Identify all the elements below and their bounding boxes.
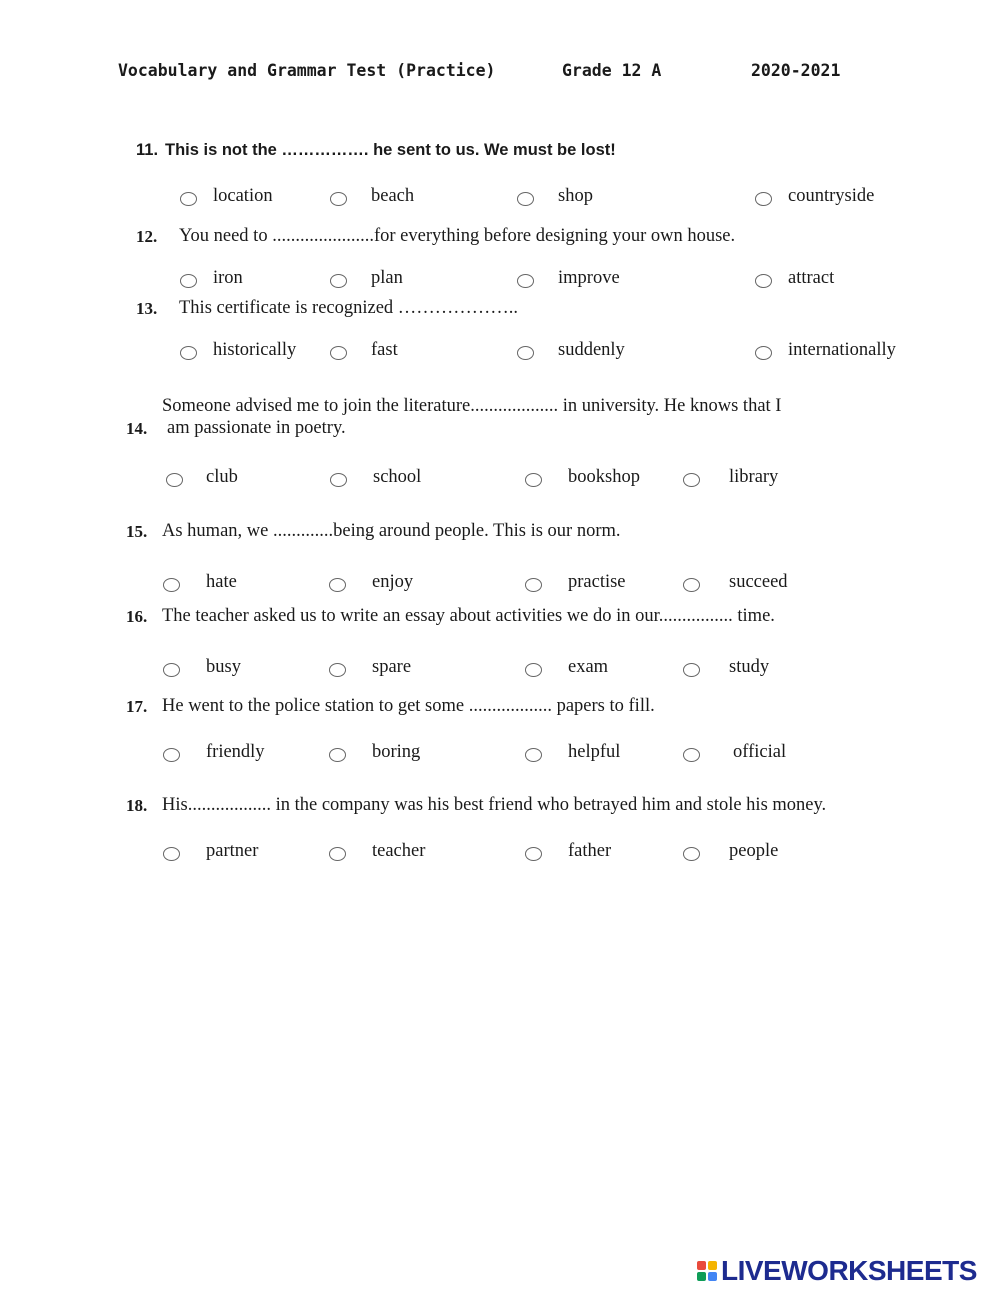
q11-option-1-radio[interactable]: [180, 192, 197, 206]
question-15-text: As human, we .............being around people. This is our norm.: [162, 521, 621, 541]
q17-option-3-radio[interactable]: [525, 748, 542, 762]
q13-option-1-label: historically: [213, 340, 297, 360]
q18-option-4-radio[interactable]: [683, 847, 700, 861]
question-15-number: 15.: [126, 522, 148, 541]
q17-option-1-label: friendly: [206, 742, 265, 762]
q18-option-4-label: people: [729, 841, 779, 861]
question-11-text: This is not the ……………. he sent to us. We must be lost!: [165, 141, 616, 159]
year-label: 2020-2021: [751, 61, 841, 80]
grade-label: Grade 12 A: [562, 61, 662, 80]
test-title: Vocabulary and Grammar Test (Practice): [118, 61, 496, 80]
q12-option-4-radio[interactable]: [755, 274, 772, 288]
q15-option-1-label: hate: [206, 572, 237, 592]
q18-option-1-label: partner: [206, 841, 259, 861]
question-17-number: 17.: [126, 697, 148, 716]
q13-option-3-radio[interactable]: [517, 346, 534, 360]
q15-option-2-label: enjoy: [372, 572, 414, 592]
q17-option-4-label: official: [733, 742, 787, 762]
question-14-text-line1: Someone advised me to join the literature................... in university. He knows that I: [162, 396, 782, 416]
q11-option-4-radio[interactable]: [755, 192, 772, 206]
q16-option-4-label: study: [729, 657, 770, 677]
q13-option-2-radio[interactable]: [330, 346, 347, 360]
question-14-number: 14.: [126, 419, 148, 438]
question-13-number: 13.: [136, 299, 158, 318]
q11-option-2-radio[interactable]: [330, 192, 347, 206]
q14-option-1-label: club: [206, 467, 238, 487]
q17-option-4-radio[interactable]: [683, 748, 700, 762]
q16-option-1-label: busy: [206, 657, 241, 677]
q16-option-3-radio[interactable]: [525, 663, 542, 677]
q15-option-4-label: succeed: [729, 572, 788, 592]
question-11-number: 11.: [136, 141, 159, 159]
q17-option-2-radio[interactable]: [329, 748, 346, 762]
q13-option-4-label: internationally: [788, 340, 896, 360]
q16-option-4-radio[interactable]: [683, 663, 700, 677]
q12-option-2-radio[interactable]: [330, 274, 347, 288]
q11-option-2-label: beach: [371, 186, 415, 206]
brand-name: LIVEWORKSHEETS: [721, 1255, 977, 1286]
q12-option-1-label: iron: [213, 268, 243, 288]
liveworksheets-brand: [697, 1256, 977, 1286]
q14-option-3-label: bookshop: [568, 467, 640, 487]
liveworksheets-logo-icon: [697, 1261, 717, 1281]
q15-option-1-radio[interactable]: [163, 578, 180, 592]
q16-option-3-label: exam: [568, 657, 609, 677]
q15-option-3-radio[interactable]: [525, 578, 542, 592]
q18-option-2-label: teacher: [372, 841, 426, 861]
q14-option-2-radio[interactable]: [330, 473, 347, 487]
q12-option-2-label: plan: [371, 268, 403, 288]
question-18-number: 18.: [126, 796, 148, 815]
q14-option-4-radio[interactable]: [683, 473, 700, 487]
q12-option-4-label: attract: [788, 268, 835, 288]
q12-option-3-radio[interactable]: [517, 274, 534, 288]
q15-option-3-label: practise: [568, 572, 626, 592]
question-18-text: His.................. in the company was his best friend who betrayed him and stole his money.: [162, 795, 827, 815]
q18-option-3-radio[interactable]: [525, 847, 542, 861]
question-14-text-line2: am passionate in poetry.: [167, 418, 346, 438]
q17-option-2-label: boring: [372, 742, 421, 762]
q11-option-3-label: shop: [558, 186, 593, 206]
question-16-number: 16.: [126, 607, 148, 626]
q14-option-3-radio[interactable]: [525, 473, 542, 487]
q11-option-4-label: countryside: [788, 186, 875, 206]
question-12-text: You need to ......................for everything before designing your own house.: [179, 226, 736, 246]
question-13-text: This certificate is recognized ………………..: [179, 298, 519, 318]
question-16-text: The teacher asked us to write an essay about activities we do in our................ time.: [162, 606, 775, 626]
q18-option-2-radio[interactable]: [329, 847, 346, 861]
q11-option-3-radio[interactable]: [517, 192, 534, 206]
q18-option-1-radio[interactable]: [163, 847, 180, 861]
q16-option-2-radio[interactable]: [329, 663, 346, 677]
q13-option-1-radio[interactable]: [180, 346, 197, 360]
q17-option-3-label: helpful: [568, 742, 621, 762]
q12-option-3-label: improve: [558, 268, 620, 288]
question-12-number: 12.: [136, 227, 158, 246]
q14-option-1-radio[interactable]: [166, 473, 183, 487]
q12-option-1-radio[interactable]: [180, 274, 197, 288]
q16-option-2-label: spare: [372, 657, 412, 677]
q15-option-4-radio[interactable]: [683, 578, 700, 592]
q13-option-4-radio[interactable]: [755, 346, 772, 360]
q15-option-2-radio[interactable]: [329, 578, 346, 592]
question-17-text: He went to the police station to get some .................. papers to fill.: [162, 696, 655, 716]
q14-option-4-label: library: [729, 467, 779, 487]
q14-option-2-label: school: [373, 467, 422, 487]
q18-option-3-label: father: [568, 841, 612, 861]
q11-option-1-label: location: [213, 186, 273, 206]
q17-option-1-radio[interactable]: [163, 748, 180, 762]
q13-option-2-label: fast: [371, 340, 398, 360]
q16-option-1-radio[interactable]: [163, 663, 180, 677]
q13-option-3-label: suddenly: [558, 340, 625, 360]
